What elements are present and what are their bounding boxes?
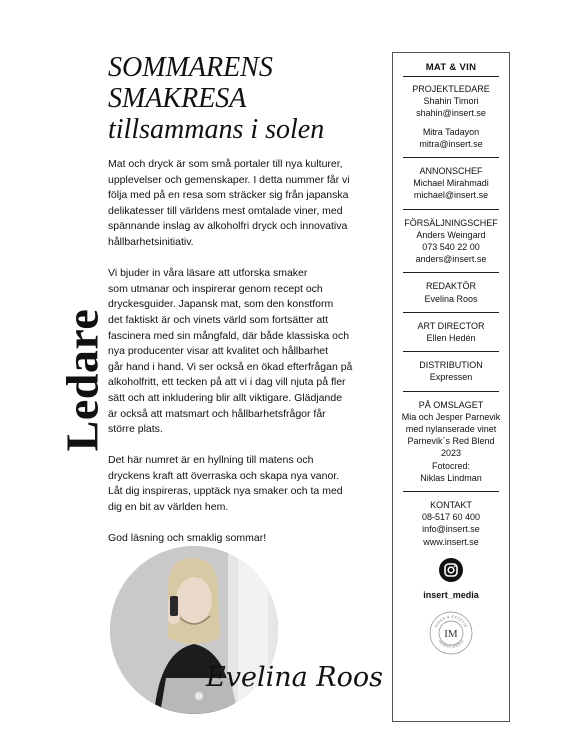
masthead-section [393,83,509,150]
logo-ring-top: SIDEN & ESTETIK [434,614,468,629]
body-line: delikatesser till världens mest omtalade viner, med [108,204,343,217]
body-line: större plats. [108,423,163,436]
masthead-role: DISTRIBUTION [419,360,483,371]
divider [403,157,499,158]
logo-ring-bottom: INSERT MEDIA [437,638,465,649]
masthead-detail: Niklas Lindman [420,472,482,483]
svg-text:SIDEN & ESTETIK [434,615,468,629]
masthead-role: ART DIRECTOR [417,320,485,331]
headline-line-2: SMAKRESA [108,83,247,114]
body-paragraph [108,157,370,251]
body-paragraph [108,266,370,438]
svg-text:INSERT MEDIA [437,639,464,649]
masthead-detail[interactable]: info@insert.se [422,524,480,535]
masthead-section [393,320,509,344]
divider [403,272,499,273]
body-line: som utmanar och inspirerar genom recept och [108,282,323,295]
body-line: är också att matsmart och hållbarhetsfrågor får [108,407,326,420]
body-line: Det här numret är en hyllning till matens och [108,454,314,467]
masthead-detail[interactable]: shahin@insert.se [416,108,486,119]
masthead-section [393,399,509,484]
masthead-detail: Shahin Timori [423,96,479,107]
masthead-detail: Evelina Roos [424,293,478,304]
body-line: fascinera med sin mångfald, där både klassiska och [108,329,350,342]
masthead-detail: 073 540 22 00 [422,242,480,253]
masthead-detail[interactable]: mitra@insert.se [419,138,483,149]
headline-line-3: tillsammans i solen [108,114,325,145]
body-line: dryckesguider. Japansk mat, som den konstform [108,298,334,311]
masthead-role: ANNONSCHEF [419,166,483,177]
masthead-section [393,217,509,266]
instagram-block [393,558,509,600]
divider [403,76,499,77]
masthead-detail: med nylanserade vinet [405,424,497,435]
masthead-detail: Expressen [429,372,473,383]
body-line: Mat och dryck är som små portaler till nya kulturer, [108,158,343,170]
masthead-section [393,280,509,304]
headline [108,52,368,145]
masthead-role: REDAKTÖR [425,281,476,292]
masthead-role: PÅ OMSLAGET [418,399,484,410]
body-line: God läsning och smaklig sommar! [108,532,267,545]
masthead-panel [392,52,510,722]
body-line: spännande inslag av alkoholfri dryck och innovativa [108,220,348,233]
masthead-section [393,359,509,383]
publisher-logo [393,610,509,661]
body-line: nya producenter visar att kvalitet och hållbarhet [108,345,329,358]
body-line: Låt dig inspireras, upptäck nya smaker och ta med [108,485,343,498]
body-line: sätt och att inkludering blir allt viktigare. Glädjande [108,391,343,404]
side-title: Ledare [56,308,108,452]
masthead-detail: Ellen Hedén [426,333,476,344]
logo-monogram: IM [444,627,458,640]
masthead-detail[interactable]: michael@insert.se [413,190,489,201]
masthead-section [393,499,509,548]
body-line: det faktiskt är och vinets värld som fortsätter att [108,313,329,326]
instagram-handle[interactable]: insert_media [423,589,479,600]
divider [403,491,499,492]
body-line: alkoholfritt, ett tecken på att vi i dag vill njuta på fler [108,376,346,389]
editor-signature: Evelina Roos [206,662,383,693]
masthead-role: FÖRSÄLJNINGSCHEF [404,217,498,228]
masthead-detail[interactable]: anders@insert.se [415,254,487,265]
masthead-role: KONTAKT [430,500,472,511]
masthead-detail: 2023 [440,448,462,459]
divider [403,312,499,313]
masthead-detail: Michael Mirahmadi [413,178,489,189]
masthead-detail: Mia och Jesper Parnevik [401,411,501,422]
body-line: följa med på en resa som sträcker sig från japanska [108,189,349,202]
divider [403,351,499,352]
insert-media-logo [428,610,474,656]
masthead-role: PROJEKTLEDARE [412,84,490,94]
divider [403,209,499,210]
body-paragraph [108,531,370,547]
body-line: upplevelser och gemenskaper. I detta nummer får vi [108,173,350,186]
masthead-detail: Parnevik´s Red Blend [407,436,495,447]
body-line: dig en bit av världen hem. [108,501,229,514]
masthead-title: MAT & VIN [425,62,477,73]
body-line: hållbarhetsinitiativ. [108,235,194,248]
masthead-detail[interactable]: www.insert.se [423,536,479,547]
masthead-detail: Mitra Tadayon [422,126,480,137]
masthead-detail: Anders Weingard [416,229,486,240]
body-line: dryckens kraft att överraska och skapa nya vanor. [108,469,340,482]
instagram-icon[interactable] [439,558,463,582]
divider [403,391,499,392]
body-paragraph [108,453,370,515]
masthead-section [393,165,509,202]
body-line: går hand i hand. Vi ser också en ökad efterfrågan på [108,360,353,373]
body-line: Vi bjuder in våra läsare att utforska smaker [108,267,308,280]
editorial-body [108,157,370,562]
masthead-detail: Fotocred: [431,460,471,471]
headline-line-1: SOMMARENS [108,52,273,83]
masthead-sections [393,83,509,548]
masthead-detail: 08-517 60 400 [421,512,481,523]
